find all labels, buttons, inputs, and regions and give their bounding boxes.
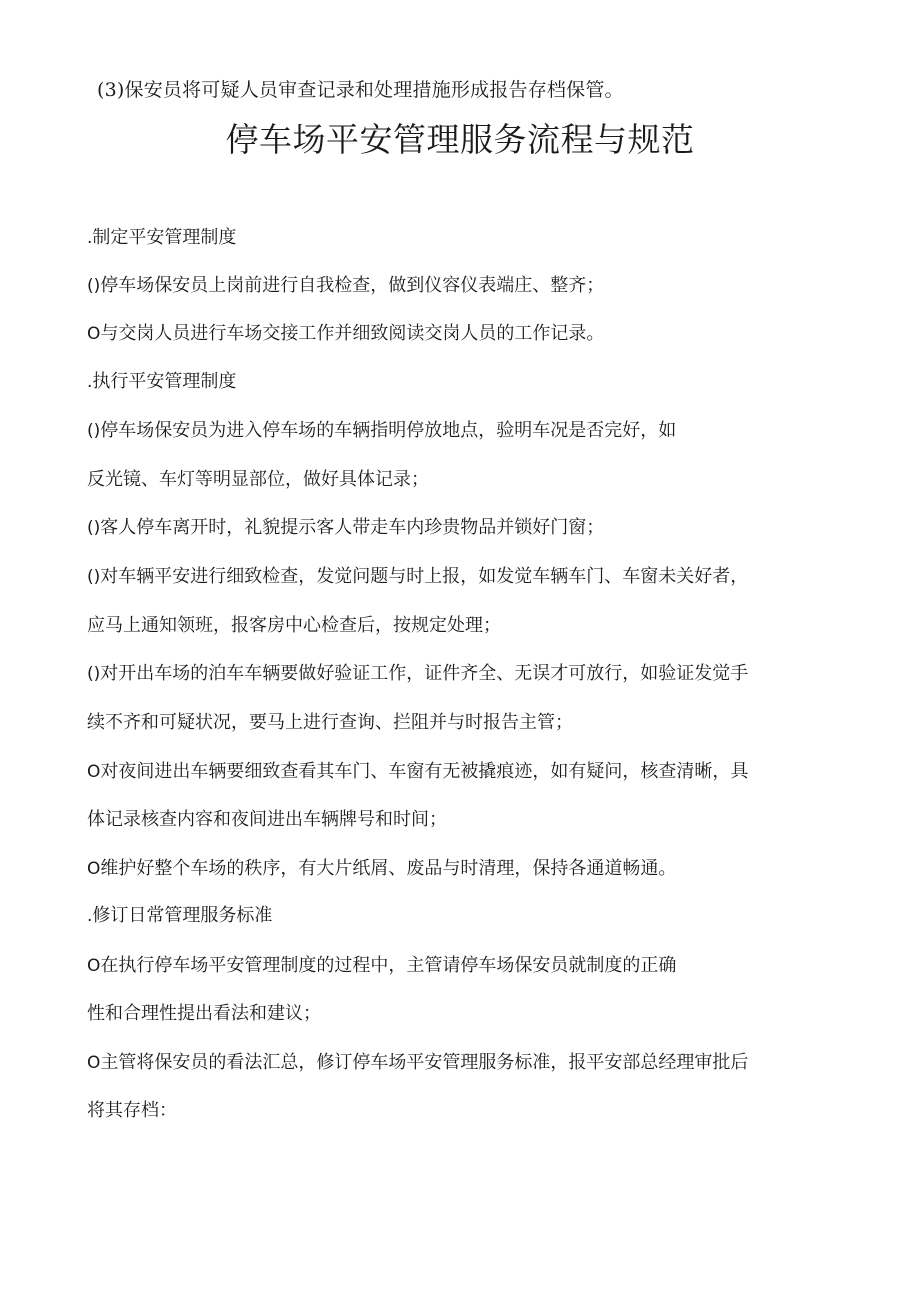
line-text: 停车场保安员上岗前进行自我检查，做到仪容仪表端庄、整齐； xyxy=(100,275,605,296)
list-marker: () xyxy=(87,276,101,296)
page-title: 停车场平安管理服务流程与规范 xyxy=(225,120,695,159)
section-heading xyxy=(87,225,236,251)
line-text: 将其存档： xyxy=(87,1100,177,1121)
line-text: 与交岗人员进行车场交接工作并细致阅读交岗人员的工作记录。 xyxy=(100,323,605,344)
list-item xyxy=(87,759,748,785)
line-text: 续不齐和可疑状况，要马上进行查询、拦阻并与时报告主管； xyxy=(87,712,573,733)
list-item-continuation xyxy=(87,613,501,639)
line-text: 执行平安管理制度 xyxy=(92,371,237,392)
list-item xyxy=(87,321,604,347)
line-text: 对夜间进出车辆要细致查看其车门、车窗有无被撬痕迹，如有疑问，核查清晰，具 xyxy=(100,761,749,782)
line-text: 对开出车场的泊车车辆要做好验证工作，证件齐全、无误才可放行，如验证发觉手 xyxy=(100,663,749,684)
list-marker: () xyxy=(87,567,101,587)
line-text: 性和合理性提出看法和建议； xyxy=(87,1003,321,1024)
list-marker: () xyxy=(87,518,101,538)
list-item xyxy=(87,564,748,590)
list-item-continuation xyxy=(87,807,447,833)
list-item xyxy=(87,856,676,882)
section-heading xyxy=(87,903,272,929)
list-marker: O xyxy=(87,859,101,879)
line-text: 对车辆平安进行细致检查，发觉问题与时上报，如发觉车辆车门、车窗未关好者， xyxy=(100,566,749,587)
list-marker: () xyxy=(87,421,101,441)
list-item xyxy=(87,953,676,979)
section-heading xyxy=(87,369,236,395)
list-item xyxy=(87,515,604,541)
list-marker: () xyxy=(87,664,101,684)
list-marker: O xyxy=(87,1053,101,1073)
list-marker: . xyxy=(87,228,93,248)
line-text: 修订日常管理服务标准 xyxy=(92,905,273,926)
intro-line: (3)保安员将可疑人员审查记录和处理措施形成报告存档保管。 xyxy=(97,79,624,101)
list-item-continuation xyxy=(87,467,429,493)
list-item-continuation xyxy=(87,1001,321,1027)
list-item xyxy=(87,273,604,299)
line-text: 停车场保安员为进入停车场的车辆指明停放地点，验明车况是否完好，如 xyxy=(100,420,677,441)
list-marker: . xyxy=(87,906,93,926)
line-text: 在执行停车场平安管理制度的过程中，主管请停车场保安员就制度的正确 xyxy=(100,955,677,976)
line-text: 主管将保安员的看法汇总，修订停车场平安管理服务标准，报平安部总经理审批后 xyxy=(100,1052,749,1073)
line-text: 维护好整个车场的秩序，有大片纸屑、废品与时清理，保持各通道畅通。 xyxy=(100,858,677,879)
list-item xyxy=(87,1050,748,1076)
line-text: 应马上通知领班，报客房中心检查后，按规定处理； xyxy=(87,615,501,636)
list-item xyxy=(87,661,748,687)
list-item-continuation xyxy=(87,1098,177,1124)
line-text: 反光镜、车灯等明显部位，做好具体记录； xyxy=(87,469,429,490)
line-text: 客人停车离开时，礼貌提示客人带走车内珍贵物品并锁好门窗； xyxy=(100,517,605,538)
list-marker: O xyxy=(87,762,101,782)
list-marker: O xyxy=(87,956,101,976)
list-item xyxy=(87,418,676,444)
list-marker: . xyxy=(87,372,93,392)
line-text: 体记录核查内容和夜间进出车辆牌号和时间； xyxy=(87,809,447,830)
line-text: 制定平安管理制度 xyxy=(92,227,237,248)
list-marker: O xyxy=(87,324,101,344)
list-item-continuation xyxy=(87,710,573,736)
